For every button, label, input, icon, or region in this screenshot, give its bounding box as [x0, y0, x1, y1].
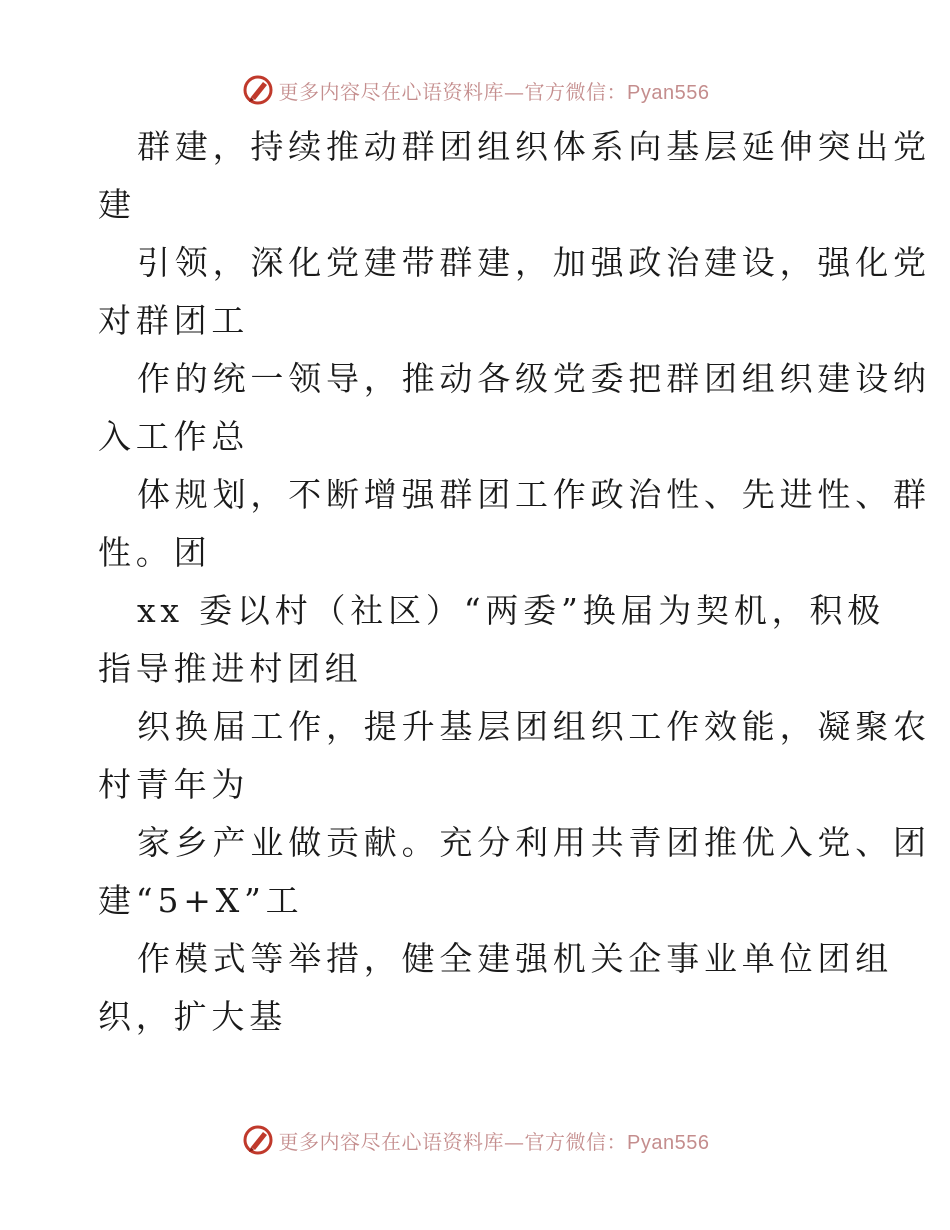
paragraph-line: 指导推进村团组 [98, 649, 363, 688]
paragraph-line: 入工作总 [98, 417, 250, 456]
header-wechat-id: Pyan556 [627, 81, 710, 104]
paragraph-line: 作模式等举措，健全建强机关企事业单位团组 [137, 939, 893, 978]
paragraph-4 [0, 466, 950, 582]
pen-logo-icon [241, 1123, 275, 1157]
paragraph-8 [0, 930, 950, 1046]
paragraph-7 [0, 814, 950, 930]
paragraph-line: 村青年为 [98, 765, 250, 804]
paragraph-line: 引领，深化党建带群建，加强政治建设，强化党 [137, 243, 931, 282]
paragraph-line: 织换届工作，提升基层团组织工作效能，凝聚农 [137, 707, 931, 746]
paragraph-line: 群建，持续推动群团组织体系向基层延伸突出党 [137, 127, 931, 166]
footer-banner [0, 1120, 950, 1160]
header-banner-text: 更多内容尽在心语资料库—官方微信：Pyan556 [278, 79, 710, 104]
paragraph-6 [0, 698, 950, 814]
paragraph-line: xx 委以村（社区）“两委”换届为契机，积极 [137, 591, 886, 630]
footer-wechat-id: Pyan556 [627, 1131, 710, 1154]
paragraph-line: 织，扩大基 [98, 997, 287, 1036]
paragraph-3 [0, 350, 950, 466]
paragraph-line: 建“5+X”工 [98, 881, 304, 920]
paragraph-line: 作的统一领导，推动各级党委把群团组织建设纳 [137, 359, 931, 398]
paragraph-5 [0, 582, 950, 698]
paragraph-line: 体规划，不断增强群团工作政治性、先进性、群 [137, 475, 931, 514]
paragraph-line: 家乡产业做贡献。充分利用共青团推优入党、团 [137, 823, 931, 862]
header-banner [0, 70, 950, 110]
paragraph-1 [0, 118, 950, 234]
paragraph-line: 建 [98, 185, 136, 224]
paragraph-2 [0, 234, 950, 350]
footer-banner-text: 更多内容尽在心语资料库—官方微信：Pyan556 [278, 1129, 710, 1154]
paragraph-line: 对群团工 [98, 301, 250, 340]
document-body [0, 118, 950, 1046]
pen-logo-icon [241, 73, 275, 107]
paragraph-line: 性。团 [98, 533, 212, 572]
